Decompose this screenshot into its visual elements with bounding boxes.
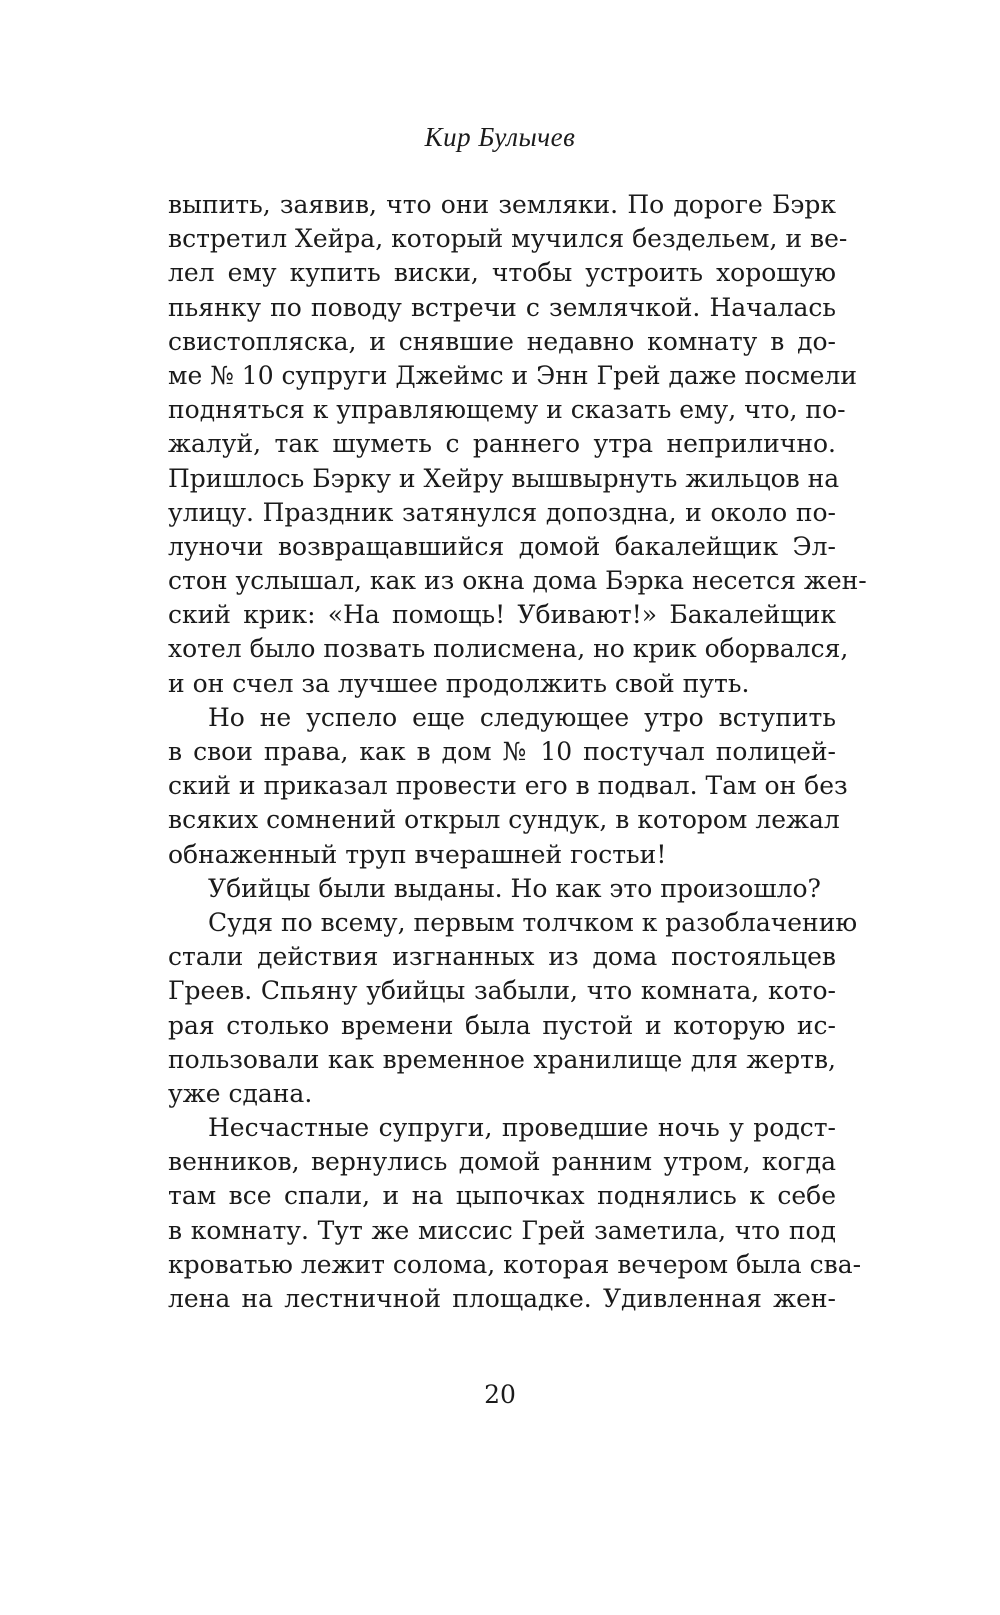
text-line: свистопляска, и снявшие недавно комнату в до-: [168, 326, 836, 356]
text-line: там все спали, и на цыпочках поднялись к себе: [168, 1181, 836, 1211]
text-line: выпить, заявив, что они земляки. По дороге Бэрк: [168, 190, 836, 219]
text-line: пользовали как временное хранилище для жертв,: [168, 1044, 836, 1074]
text-line: стон услышал, как из окна дома Бэрка несется жен-: [168, 566, 867, 596]
text-line: стали действия изгнанных из дома постояльцев: [168, 942, 836, 972]
text-line: встретил Хейра, который мучился бездельем, и ве-: [168, 224, 848, 254]
text-line: подняться к управляющему и сказать ему, что, по-: [168, 395, 846, 425]
text-line: луночи возвращавшийся домой бакалейщик Эл-: [168, 531, 836, 561]
text-line: рая столько времени была пустой и которую ис-: [168, 1010, 836, 1040]
text-line: кроватью лежит солома, которая вечером была сва-: [168, 1249, 862, 1279]
text-line-paragraph-end: уже сдана.: [168, 1078, 313, 1108]
text-line-paragraph-start: Судя по всему, первым толчком к разоблачению: [208, 907, 858, 937]
text-line: в комнату. Тут же миссис Грей заметила, что под: [168, 1215, 836, 1245]
text-line-paragraph-end: и он счел за лучшее продолжить свой путь.: [168, 668, 750, 698]
text-line-paragraph: Убийцы были выданы. Но как это произошло?: [208, 873, 821, 903]
text-line: Греев. Спьяну убийцы забыли, что комната, кото-: [168, 976, 836, 1006]
body-text: [168, 188, 867, 1316]
text-line: ский и приказал провести его в подвал. Там он без: [168, 771, 848, 801]
text-line: хотел было позвать полисмена, но крик оборвался,: [168, 634, 849, 664]
text-line: улицу. Праздник затянулся допоздна, и около по-: [168, 497, 836, 527]
text-line: Пришлось Бэрку и Хейру вышвырнуть жильцов на: [168, 463, 840, 493]
text-line: ский крик: «На помощь! Убивают!» Бакалейщик: [168, 600, 836, 630]
running-head-author: Кир Булычев: [424, 122, 576, 152]
text-line-paragraph-start: Но не успело еще следующее утро вступить: [208, 702, 836, 732]
text-line: лена на лестничной площадке. Удивленная жен-: [168, 1284, 836, 1313]
text-line: жалуй, так шуметь с раннего утра неприлично.: [168, 429, 836, 459]
text-line: венников, вернулись домой ранним утром, когда: [168, 1147, 836, 1177]
text-line: в свои права, как в дом № 10 постучал полицей-: [168, 737, 836, 766]
text-line-paragraph-end: обнаженный труп вчерашней гостьи!: [168, 839, 667, 869]
page-number: 20: [484, 1380, 516, 1409]
text-line: ме № 10 супруги Джеймс и Энн Грей даже посмели: [168, 360, 858, 390]
text-line-paragraph-start: Несчастные супруги, проведшие ночь у родст-: [208, 1113, 836, 1143]
text-line: всяких сомнений открыл сундук, в котором лежал: [168, 805, 840, 835]
text-line: лел ему купить виски, чтобы устроить хорошую: [168, 258, 836, 288]
text-line: пьянку по поводу встречи с землячкой. Началась: [168, 292, 836, 322]
